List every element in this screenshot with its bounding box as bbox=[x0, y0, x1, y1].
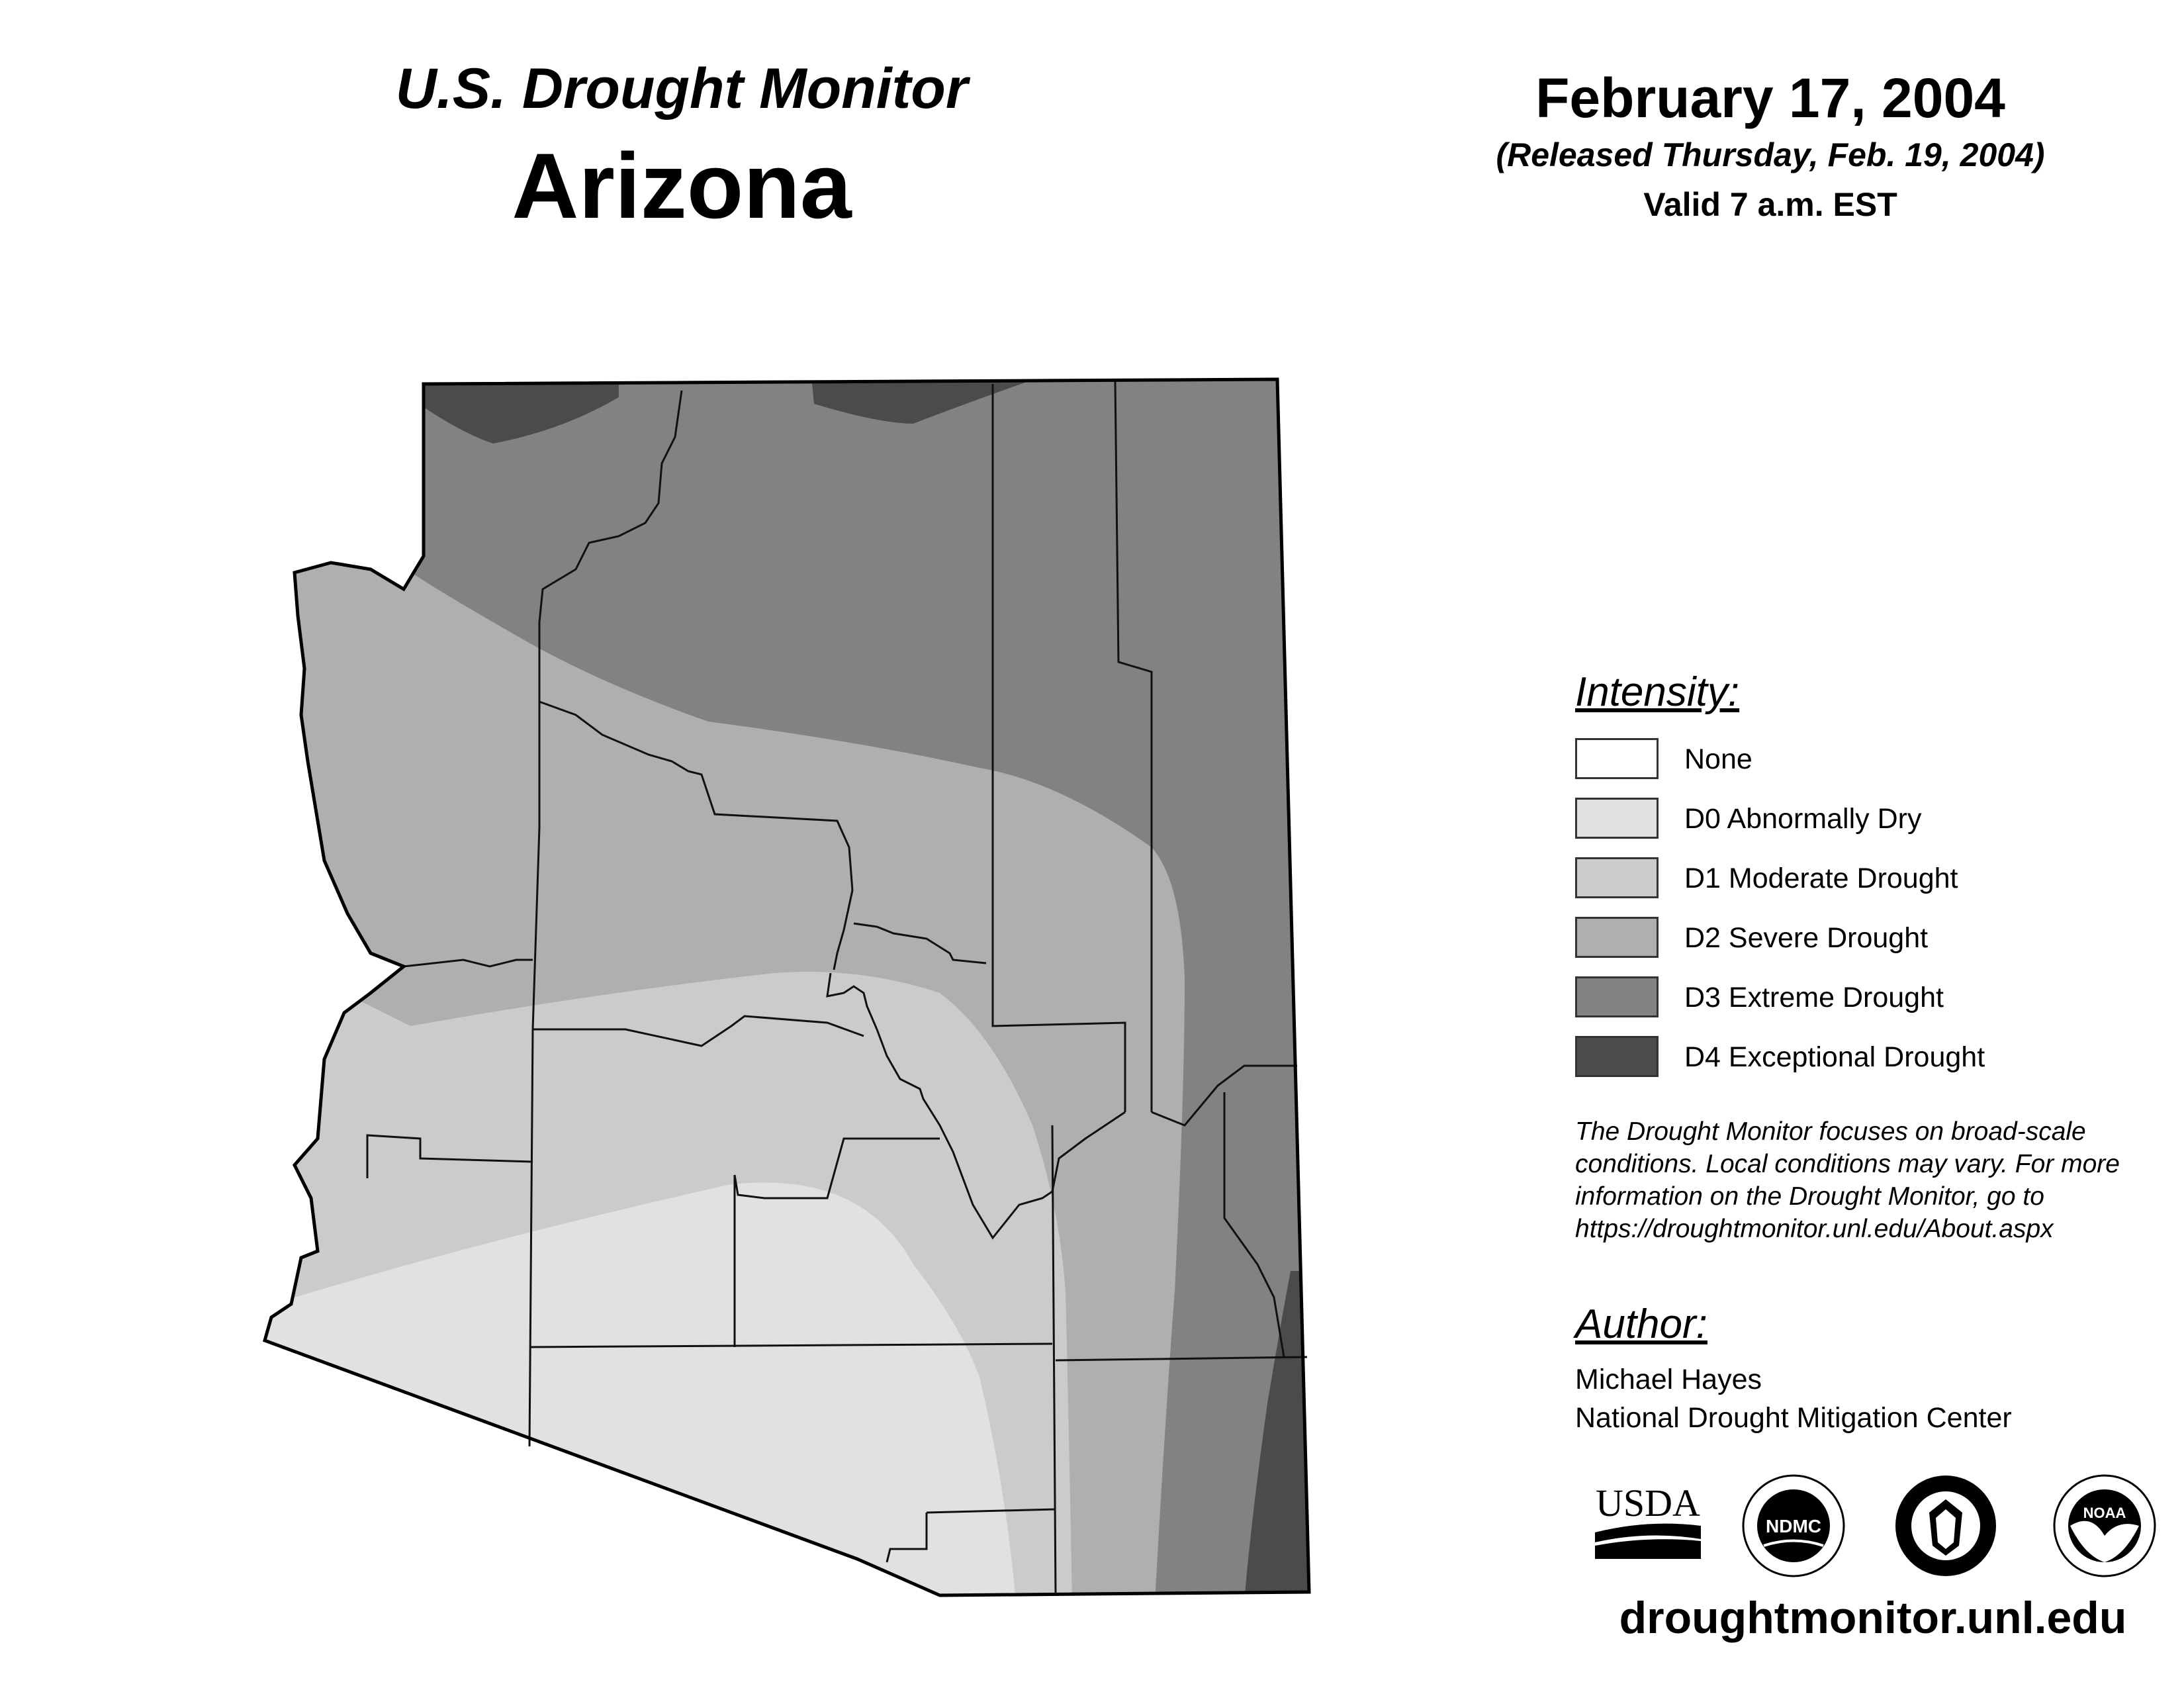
author-name: Michael Hayes bbox=[1575, 1364, 1762, 1395]
legend-swatch bbox=[1575, 917, 1659, 958]
usda-logo bbox=[1588, 1483, 1707, 1562]
usda-logo-text: USDA bbox=[1596, 1483, 1700, 1524]
legend-label: D1 Moderate Drought bbox=[1684, 863, 1958, 894]
legend-label: None bbox=[1684, 743, 1752, 775]
map-date: February 17, 2004 bbox=[1535, 67, 2005, 129]
legend-swatch bbox=[1575, 1036, 1659, 1077]
author-title: Author: bbox=[1575, 1301, 1707, 1347]
ndmc-logo bbox=[1741, 1473, 1846, 1579]
map-title: U.S. Drought Monitor bbox=[395, 57, 968, 120]
disclaimer-note: The Drought Monitor focuses on broad-scale conditions. Local conditions may vary. For more information on the Drought Monitor, go to https://droughtmonitor.unl.edu/About.aspx bbox=[1575, 1117, 2120, 1243]
noaa-logo-text: NOAA bbox=[2083, 1505, 2126, 1521]
legend-label: D2 Severe Drought bbox=[1684, 922, 1929, 954]
legend-title: Intensity: bbox=[1575, 669, 1740, 715]
author-organization: National Drought Mitigation Center bbox=[1575, 1402, 2012, 1434]
ndmc-logo-text: NDMC bbox=[1766, 1516, 1821, 1536]
legend-swatch bbox=[1575, 976, 1659, 1017]
release-date: (Released Thursday, Feb. 19, 2004) bbox=[1496, 136, 2045, 173]
legend-swatch bbox=[1575, 798, 1659, 839]
valid-time: Valid 7 a.m. EST bbox=[1643, 186, 1897, 223]
legend-swatch bbox=[1575, 857, 1659, 898]
website-url[interactable]: droughtmonitor.unl.edu bbox=[1619, 1593, 2127, 1643]
legend-label: D4 Exceptional Drought bbox=[1684, 1041, 1985, 1073]
drought-zones bbox=[251, 371, 1324, 1609]
commerce-seal-logo bbox=[1893, 1473, 1999, 1579]
legend-swatch bbox=[1575, 738, 1659, 779]
legend-label: D3 Extreme Drought bbox=[1684, 982, 1944, 1013]
noaa-logo bbox=[2052, 1473, 2158, 1579]
legend-label: D0 Abnormally Dry bbox=[1684, 803, 1922, 835]
state-name: Arizona bbox=[512, 134, 852, 238]
